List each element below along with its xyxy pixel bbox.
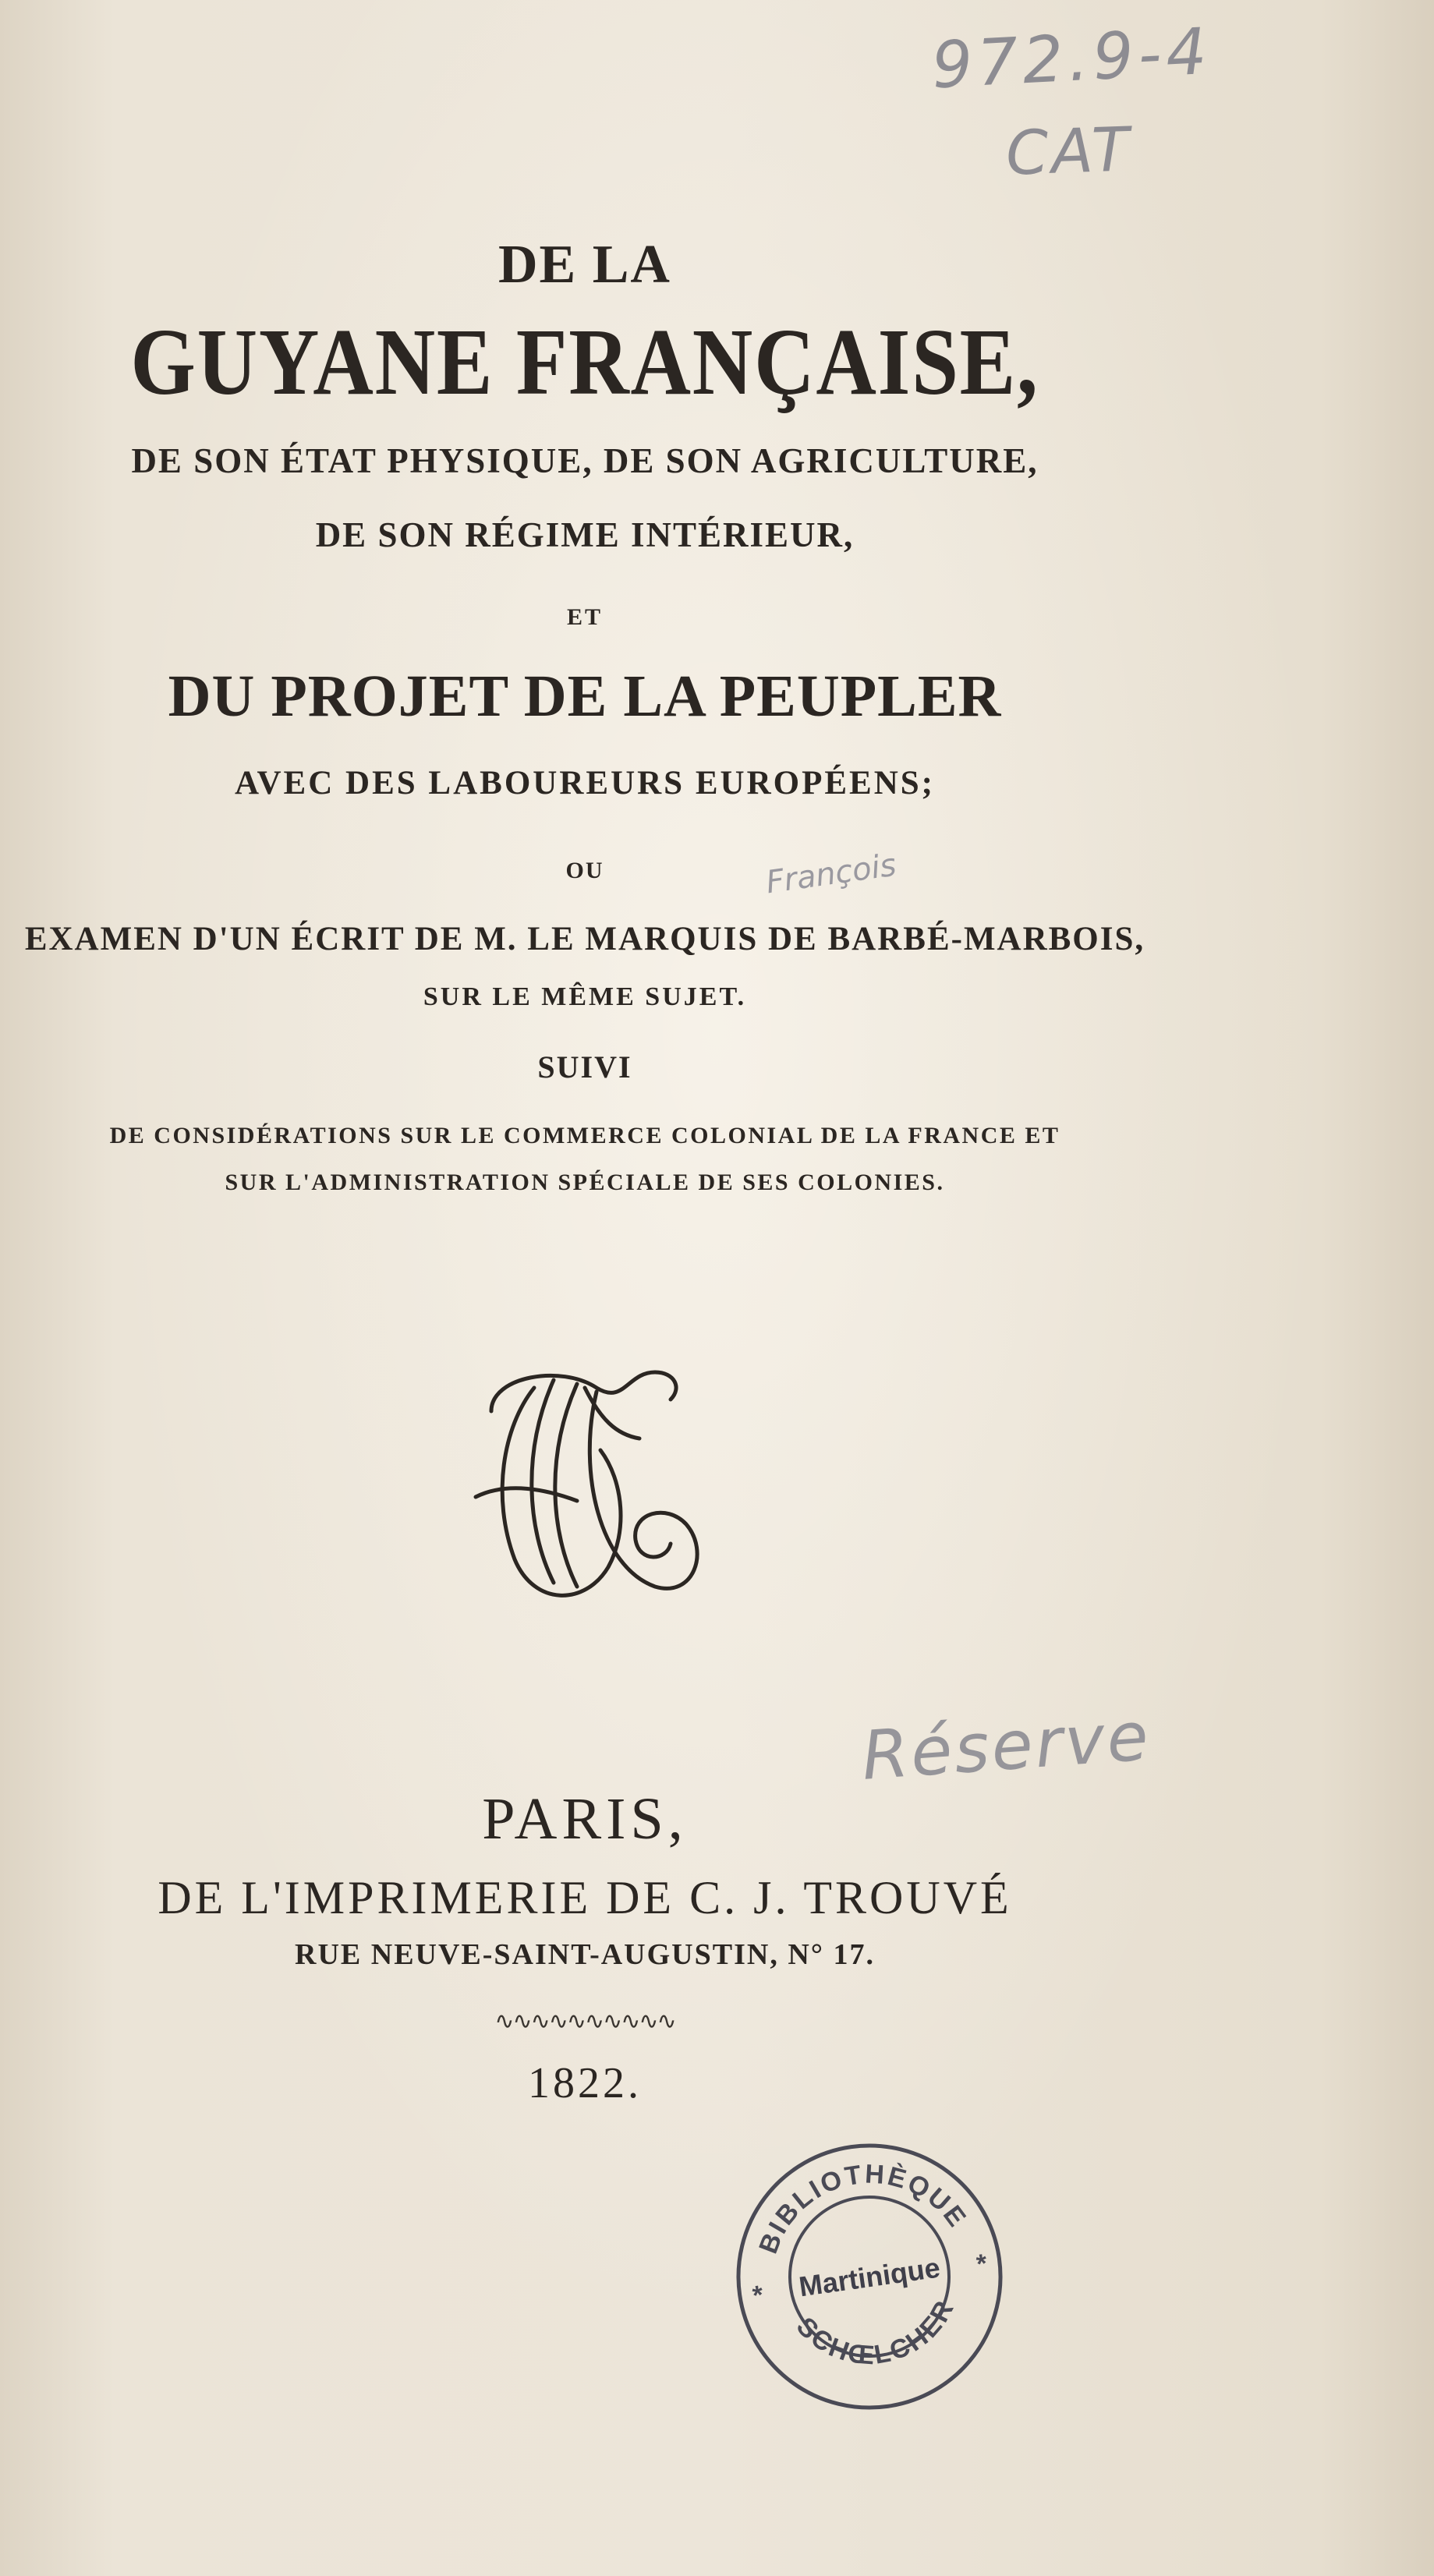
stamp-right-star: * [974, 2249, 990, 2280]
imprint-address: RUE NEUVE-SAINT-AUGUSTIN, N° 17. [295, 1938, 875, 1971]
title-line-de-la: DE LA [498, 235, 671, 295]
imprint-city: PARIS, [482, 1786, 688, 1852]
handwritten-marginal-note: François [763, 847, 899, 901]
subtitle-considerations-1: DE CONSIDÉRATIONS SUR LE COMMERCE COLONIAL DE LA FRANCE ET [109, 1123, 1060, 1148]
subtitle-examen: EXAMEN D'UN ÉCRIT DE M. LE MARQUIS DE BARBÉ-MARBOIS, [24, 921, 1145, 957]
handwritten-catalog-note: CAT [1004, 115, 1134, 189]
subtitle-et: ET [566, 604, 604, 630]
svg-text:SCHŒLCHER [788, 2291, 968, 2381]
printer-monogram [460, 1357, 710, 1614]
stamp-bottom-text: SCHŒLCHER [790, 2294, 961, 2371]
imprint-printer: DE L'IMPRIMERIE DE C. J. TROUVÉ [158, 1872, 1012, 1923]
subtitle-suivi: SUIVI [537, 1049, 632, 1085]
stamp-top-text: BIBLIOTHÈQUE [753, 2159, 973, 2258]
stamp-left-star: * [750, 2280, 766, 2311]
subtitle-avec: AVEC DES LABOUREURS EUROPÉENS; [234, 765, 935, 801]
library-stamp [725, 2132, 1014, 2421]
imprint-ornament: ∿∿∿∿∿∿∿∿∿∿ [494, 2008, 675, 2034]
subtitle-projet: DU PROJET DE LA PEUPLER [168, 663, 1002, 729]
subtitle-ou: OU [565, 858, 604, 883]
subtitle-etat: DE SON ÉTAT PHYSIQUE, DE SON AGRICULTURE, [131, 441, 1039, 480]
svg-text:BIBLIOTHÈQUE [743, 2146, 975, 2262]
handwritten-shelfmark: 972.9-4 [929, 14, 1213, 104]
subtitle-regime: DE SON RÉGIME INTÉRIEUR, [315, 515, 855, 554]
imprint-year: 1822. [528, 2059, 642, 2107]
handwritten-reserve-note: Réserve [859, 1697, 1153, 1796]
stamp-center-text: Martinique [797, 2251, 943, 2303]
subtitle-sur: SUR LE MÊME SUJET. [423, 982, 747, 1011]
main-title: GUYANE FRANÇAISE, [130, 310, 1039, 415]
subtitle-considerations-2: SUR L'ADMINISTRATION SPÉCIALE DE SES COLONIES. [225, 1169, 945, 1195]
